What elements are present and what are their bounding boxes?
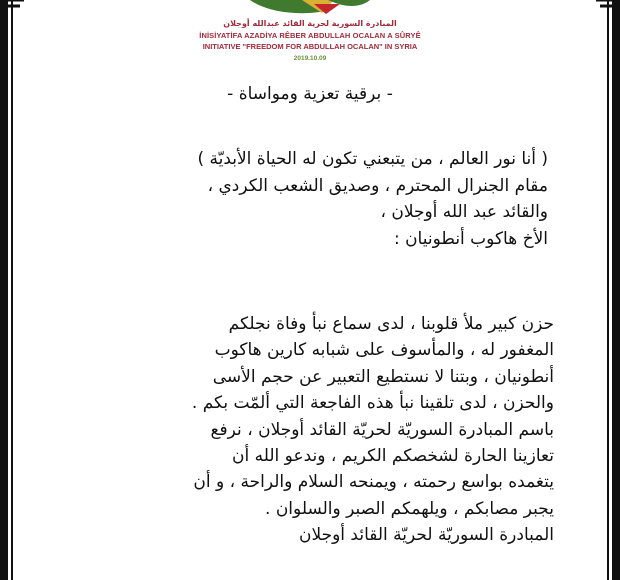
body-line: يتغمده بواسع رحمته ، ويمنحه السلام والراحة ، و أن bbox=[193, 472, 554, 493]
initiative-emblem-icon bbox=[210, 0, 410, 18]
address-line: مقام الجنرال المحترم ، وصديق الشعب الكردي ، bbox=[207, 175, 548, 196]
page-title: - برقية تعزية ومواساة - bbox=[227, 84, 393, 104]
body-line: المغفور له ، والمأسوف على شبابه كارين هاكوب bbox=[214, 340, 554, 361]
body-line: حزن كبير ملأ قلوبنا ، لدى سماع نبأ وفاة نجلكم bbox=[228, 314, 554, 334]
body-line: يجبر مصابكم ، ويلهمكم الصبر والسلوان . bbox=[265, 498, 554, 519]
org-name-kurdish: İNİSİYATİFA AZADİYA RÊBER ABDULLAH OCALAN A SÛRYÊ bbox=[199, 31, 421, 40]
left-border bbox=[0, 0, 8, 580]
letterhead bbox=[0, 0, 620, 80]
right-border bbox=[612, 0, 620, 580]
body-line: تعازينا الحارة لشخصكم الكريم ، وندعو الله أن bbox=[232, 446, 554, 467]
right-border-line bbox=[607, 0, 609, 580]
letter-body bbox=[54, 311, 554, 549]
body-line: أنطونيان ، وبتنا لا نستطيع التعبير عن حجم الأسى bbox=[212, 366, 554, 387]
address-line: الأخ هاكوب أنطونيان : bbox=[393, 228, 548, 249]
body-line: المبادرة السوريّة لحريّة القائد أوجلان bbox=[298, 525, 554, 546]
body-line: والحزن ، لدى تلقينا نبأ هذه الفاجعة التي ألمّت بكم . bbox=[191, 393, 554, 414]
left-border-line bbox=[11, 0, 13, 580]
address-block bbox=[78, 146, 548, 252]
body-line: باسم المبادرة السوريّة لحريّة القائد أوجلان ، نرفع bbox=[210, 419, 554, 440]
org-name-arabic: المبادرة السورية لحرية القائد عبدالله أوجلان bbox=[223, 19, 397, 28]
org-name-english: INITIATIVE "FREEDOM FOR ABDULLAH OCALAN" IN SYRIA bbox=[202, 42, 418, 51]
address-line: والقائد عبد الله أوجلان ، bbox=[380, 202, 548, 222]
address-line: ( أنا نور العالم ، من يتبعني تكون له الحياة الأبديّة ) bbox=[197, 149, 548, 169]
org-founding-date: 2019.10.09 bbox=[293, 55, 327, 62]
